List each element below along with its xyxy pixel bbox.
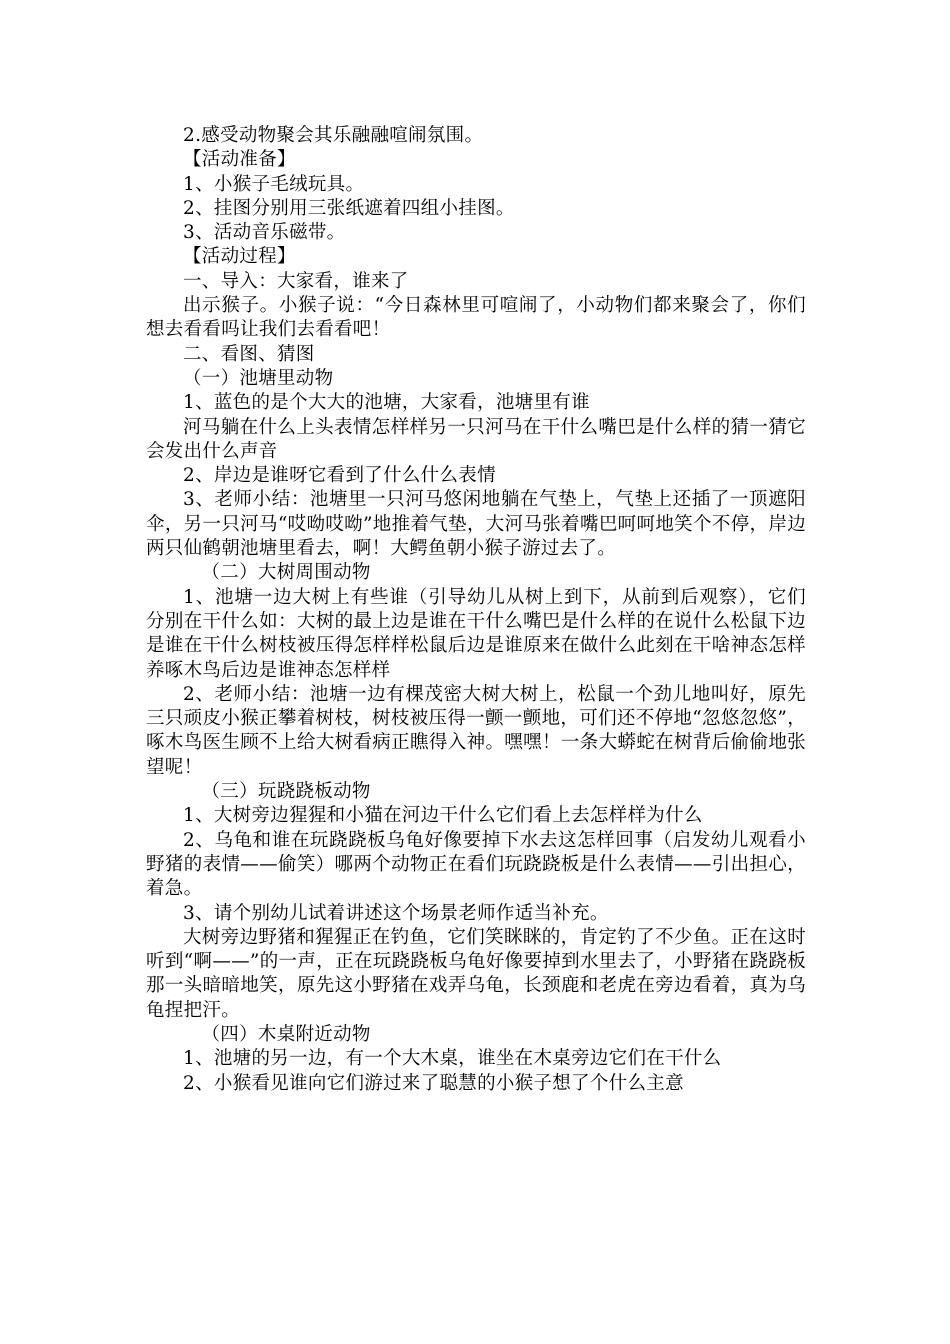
paragraph: 河马躺在什么上头表情怎样样另一只河马在干什么嘴巴是什么样的猜一猜它会发出什么声音 xyxy=(146,416,806,462)
subsection-heading: （二）大树周围动物 xyxy=(201,562,371,584)
paragraph: 1、池塘的另一边，有一个大木桌，谁坐在木桌旁边它们在干什么 xyxy=(183,1048,722,1070)
paragraph: 大树旁边野猪和猩猩正在钓鱼，它们笑眯眯的，肯定钓了不少鱼。正在这时听到“啊——”的一声，正在玩跷跷板乌龟好像要掉到水里去了，小野猪在跷跷板那一头暗暗地笑，原先这小野猪在戏弄乌龟，长颈鹿和老虎在旁边看着，真为乌龟捏把汗。 xyxy=(146,926,806,1021)
section-heading-process: 【活动过程】 xyxy=(183,246,296,268)
paragraph: 1、小猴子毛绒玩具。 xyxy=(183,173,365,195)
paragraph: 2、岸边是谁呀它看到了什么什么表情 xyxy=(183,465,496,487)
paragraph: 2.感受动物聚会其乐融融喧闹氛围。 xyxy=(183,125,484,146)
paragraph: 2、挂图分别用三张纸遮着四组小挂图。 xyxy=(183,197,515,219)
paragraph: 2、老师小结：池塘一边有棵茂密大树大树上，松鼠一个劲儿地叫好，原先三只顽皮小猴正攀着树枝，树枝被压得一颤一颤地，可们还不停地“忽悠忽悠”，啄木鸟医生顾不上给大树看病正瞧得入神。嘿嘿！一条大蟒蛇在树背后偷偷地张望呢！ xyxy=(146,683,806,778)
paragraph: 二、看图、猜图 xyxy=(183,343,315,365)
paragraph: 3、老师小结：池塘里一只河马悠闲地躺在气垫上，气垫上还插了一顶遮阳伞，另一只河马“哎呦哎呦”地推着气垫，大河马张着嘴巴呵呵地笑个不停，岸边两只仙鹤朝池塘里看去，啊！大鳄鱼朝小猴子游过去了。 xyxy=(146,489,806,560)
paragraph: 1、蓝色的是个大大的池塘，大家看，池塘里有谁 xyxy=(183,392,590,414)
section-heading-preparation: 【活动准备】 xyxy=(183,149,296,171)
document-body xyxy=(146,124,806,1096)
paragraph: 一、导入：大家看，谁来了 xyxy=(183,270,409,292)
paragraph: 出示猴子。小猴子说：“今日森林里可喧闹了，小动物们都来聚会了，你们想去看看吗让我们去看看吧！ xyxy=(146,295,806,341)
paragraph: 3、请个别幼儿试着讲述这个场景老师作适当补充。 xyxy=(183,902,609,924)
subsection-heading: （一）池塘里动物 xyxy=(183,367,334,389)
paragraph: 2、小猴看见谁向它们游过来了聪慧的小猴子想了个什么主意 xyxy=(183,1072,684,1094)
subsection-heading: （四）木桌附近动物 xyxy=(201,1023,371,1045)
paragraph: 2、乌龟和谁在玩跷跷板乌龟好像要掉下水去这怎样回事（启发幼儿观看小野猪的表情——偷笑）哪两个动物正在看们玩跷跷板是什么表情——引出担心，着急。 xyxy=(146,829,806,900)
paragraph: 3、活动音乐磁带。 xyxy=(183,222,346,244)
paragraph: 1、大树旁边猩猩和小猫在河边干什么它们看上去怎样样为什么 xyxy=(183,805,703,827)
paragraph: 1、池塘一边大树上有些谁（引导幼儿从树上到下，从前到后观察），它们分别在干什么如：大树的最上边是谁在干什么嘴巴是什么样的在说什么松鼠下边是谁在干什么树枝被压得怎样样松鼠后边是谁原来在做什么此刻在干啥神态怎样养啄木鸟后边是谁神态怎样样 xyxy=(146,586,806,681)
subsection-heading: （三）玩跷跷板动物 xyxy=(201,781,371,803)
